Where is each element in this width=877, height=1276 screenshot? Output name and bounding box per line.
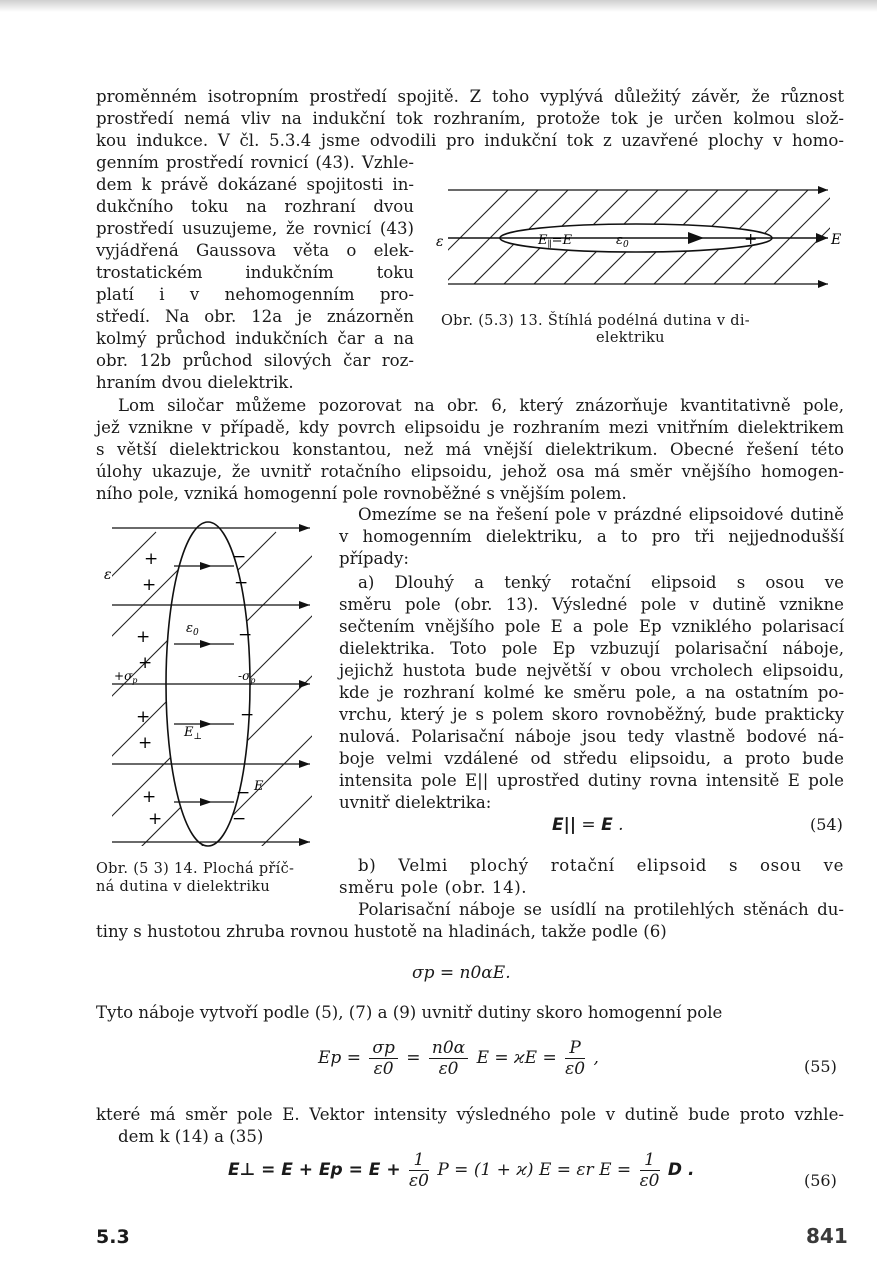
text-line: uvnitř dielektrika:	[339, 793, 492, 812]
equation-55: Ep = $\frac{\sigma p}{\varepsilon 0}$ = $\frac{n0\alpha}{\varepsilon 0}$ E = ϰE = $\frac{P}{\varepsilon 0}$ ,	[318, 1038, 599, 1079]
plus-charge: +	[138, 653, 153, 673]
arrow-icon	[299, 601, 310, 609]
figure-13-caption: Obr. (5.3) 13. Štíhlá podélná dutina v di-	[441, 313, 751, 329]
text-line: intensita pole E|| uprostřed dutiny rovna intensitě E pole	[339, 771, 844, 790]
text-line: jež vznikne v případě, kdy povrch elipsoidu je rozhraním mezi vnitřním dielektrikem	[96, 418, 844, 437]
plus-charge: +	[144, 549, 159, 569]
page-number: 841	[806, 1224, 848, 1248]
text-line: dielektrika. Toto pole Ep vzbuzují polarisační náboje,	[339, 639, 844, 658]
arrow-icon	[818, 186, 828, 194]
text-line: kolmý průchod indukčních čar a na	[96, 329, 414, 348]
arrow-icon	[818, 280, 828, 288]
text-line: dukčního toku na rozhraní dvou	[96, 197, 414, 216]
text-line: obr. 12b průchod silových čar roz-	[96, 351, 414, 370]
text-line: tiny s hustotou zhruba rovnou hustotě na hladinách, takže podle (6)	[96, 922, 667, 941]
plus-charge: +	[136, 707, 151, 727]
equation-56: E⊥ = E + Ep = E + $\frac{1}{\varepsilon 0}$ P = (1 + ϰ) E = εr E = $\frac{1}{\varepsilon 0}$ D .	[228, 1150, 695, 1191]
text-line: kou indukce. V čl. 5.3.4 jsme odvodili pro indukční tok z uzavřené plochy v homo-	[96, 131, 844, 150]
text-line: nulová. Polarisační náboje jsou tedy vlastně bodové ná-	[339, 727, 844, 746]
minus-charge: −	[238, 625, 253, 645]
text-line: trostatickém indukčním toku	[96, 263, 414, 282]
equation-54: E|| = E .	[552, 815, 624, 835]
plus-charge: +	[744, 229, 758, 248]
plus-charge: +	[142, 787, 157, 807]
label-epsilon: ε	[436, 234, 444, 250]
text-line: které má směr pole E. Vektor intensity výsledného pole v dutině bude proto vzhle-	[96, 1105, 844, 1124]
figure-14-caption: Obr. (5 3) 14. Plochá příč-	[96, 861, 295, 877]
text-line: proměnném isotropním prostředí spojitě. Z toho vyplývá důležitý závěr, že různost	[96, 87, 844, 106]
figure-13-diagram	[430, 178, 842, 296]
equation-number: (55)	[804, 1057, 837, 1076]
arrow-icon	[299, 680, 310, 688]
minus-charge: −	[232, 547, 247, 567]
arrow-icon	[816, 233, 828, 243]
text-line: prostředí nemá vliv na indukční tok rozhraním, protože tok je určen kolmou slož-	[96, 109, 844, 128]
text-line: Tyto náboje vytvoří podle (5), (7) a (9) uvnitř dutiny skoro homogenní pole	[96, 1003, 723, 1022]
text-line: středí. Na obr. 12a je znázorněn	[96, 307, 414, 326]
plus-charge: +	[136, 627, 151, 647]
text-line: dem k (14) a (35)	[118, 1127, 264, 1146]
text-line: prostředí usuzujeme, že rovnicí (43)	[96, 219, 414, 238]
plus-charge: +	[142, 575, 157, 595]
text-line: s větší dielektrickou konstantou, než má vnější dielektrikum. Obecné řešení této	[96, 440, 844, 459]
label-epsilon: ε	[104, 567, 112, 583]
text-line: boje velmi vzdálené od středu elipsoidu, a proto bude	[339, 749, 844, 768]
minus-charge: −	[240, 705, 255, 725]
text-line: platí i v nehomogenním pro-	[96, 285, 414, 304]
text-line: genním prostředí rovnicí (43). Vzhle-	[96, 153, 414, 172]
text-line: ního pole, vzniká homogenní pole rovnoběžné s vnějším polem.	[96, 484, 627, 503]
text-line: úlohy ukazuje, že uvnitř rotačního elipsoidu, jehož osa má směr vnějšího homogen-	[96, 462, 844, 481]
label-sigma-right: $-\sigma_p$	[238, 669, 256, 685]
text-line: Lom siločar můžeme pozorovat na obr. 6, který znázorňuje kvantitativně pole,	[118, 396, 844, 415]
text-line: vrchu, který je s polem skoro rovnoběžný, bude prakticky	[339, 705, 844, 724]
text-line: jejichž hustota bude největší v obou vrcholech elipsoidu,	[339, 661, 844, 680]
equation-number: (54)	[810, 815, 843, 834]
section-number: 5.3	[96, 1226, 130, 1248]
minus-charge: −	[232, 809, 247, 829]
figure-14-caption-cont: ná dutina v dielektriku	[96, 879, 270, 895]
label-E: E	[254, 779, 264, 794]
text-line: kde je rozhraní kolmé ke směru pole, a na ostatním po-	[339, 683, 844, 702]
text-line: a) Dlouhý a tenký rotační elipsoid s osou ve	[358, 573, 844, 592]
label-epsilon0: $\varepsilon_0$	[186, 621, 199, 638]
text-line: hraním dvou dielektrik.	[96, 373, 294, 392]
text-line: b) Velmi plochý rotační elipsoid s osou ve	[358, 856, 844, 875]
plus-charge: +	[148, 809, 163, 829]
text-line: směru pole (obr. 13). Výsledné pole v dutině vznikne	[339, 595, 844, 614]
label-sigma-left: $+\sigma_p$	[114, 669, 138, 685]
text-line: vyjádřená Gaussova věta o elek-	[96, 241, 414, 260]
text-line: případy:	[339, 549, 409, 568]
equation-sigma: σp = n0αE.	[412, 963, 511, 983]
arrow-icon	[299, 760, 310, 768]
text-line: v homogenním dielektriku, a to pro tři nejjednodušší	[339, 527, 844, 546]
minus-charge: −	[236, 783, 251, 803]
label-epsilon0: $\varepsilon_0$	[616, 233, 629, 250]
text-line: dem k právě dokázané spojitosti in-	[96, 175, 414, 194]
text-line: sečtením vnějšího pole E a pole Ep vzniklého polarisací	[339, 617, 844, 636]
text-line: směru pole (obr. 14).	[339, 878, 528, 897]
minus-charge: −	[234, 573, 249, 593]
arrow-icon	[299, 838, 310, 846]
figure-14-diagram	[96, 512, 330, 852]
label-E-parallel: $E_\parallel=E$	[538, 233, 573, 250]
text-line: Polarisační náboje se usídlí na protilehlých stěnách du-	[358, 900, 844, 919]
arrow-icon	[299, 524, 310, 532]
plus-charge: +	[138, 733, 153, 753]
figure-13-caption-cont: elektriku	[596, 330, 665, 346]
text-line: Omezíme se na řešení pole v prázdné elipsoidové dutině	[358, 505, 844, 524]
label-E: E	[831, 232, 842, 248]
label-E-perp: $E_\perp$	[184, 725, 202, 742]
equation-number: (56)	[804, 1171, 837, 1190]
page-top-shadow	[0, 0, 877, 12]
